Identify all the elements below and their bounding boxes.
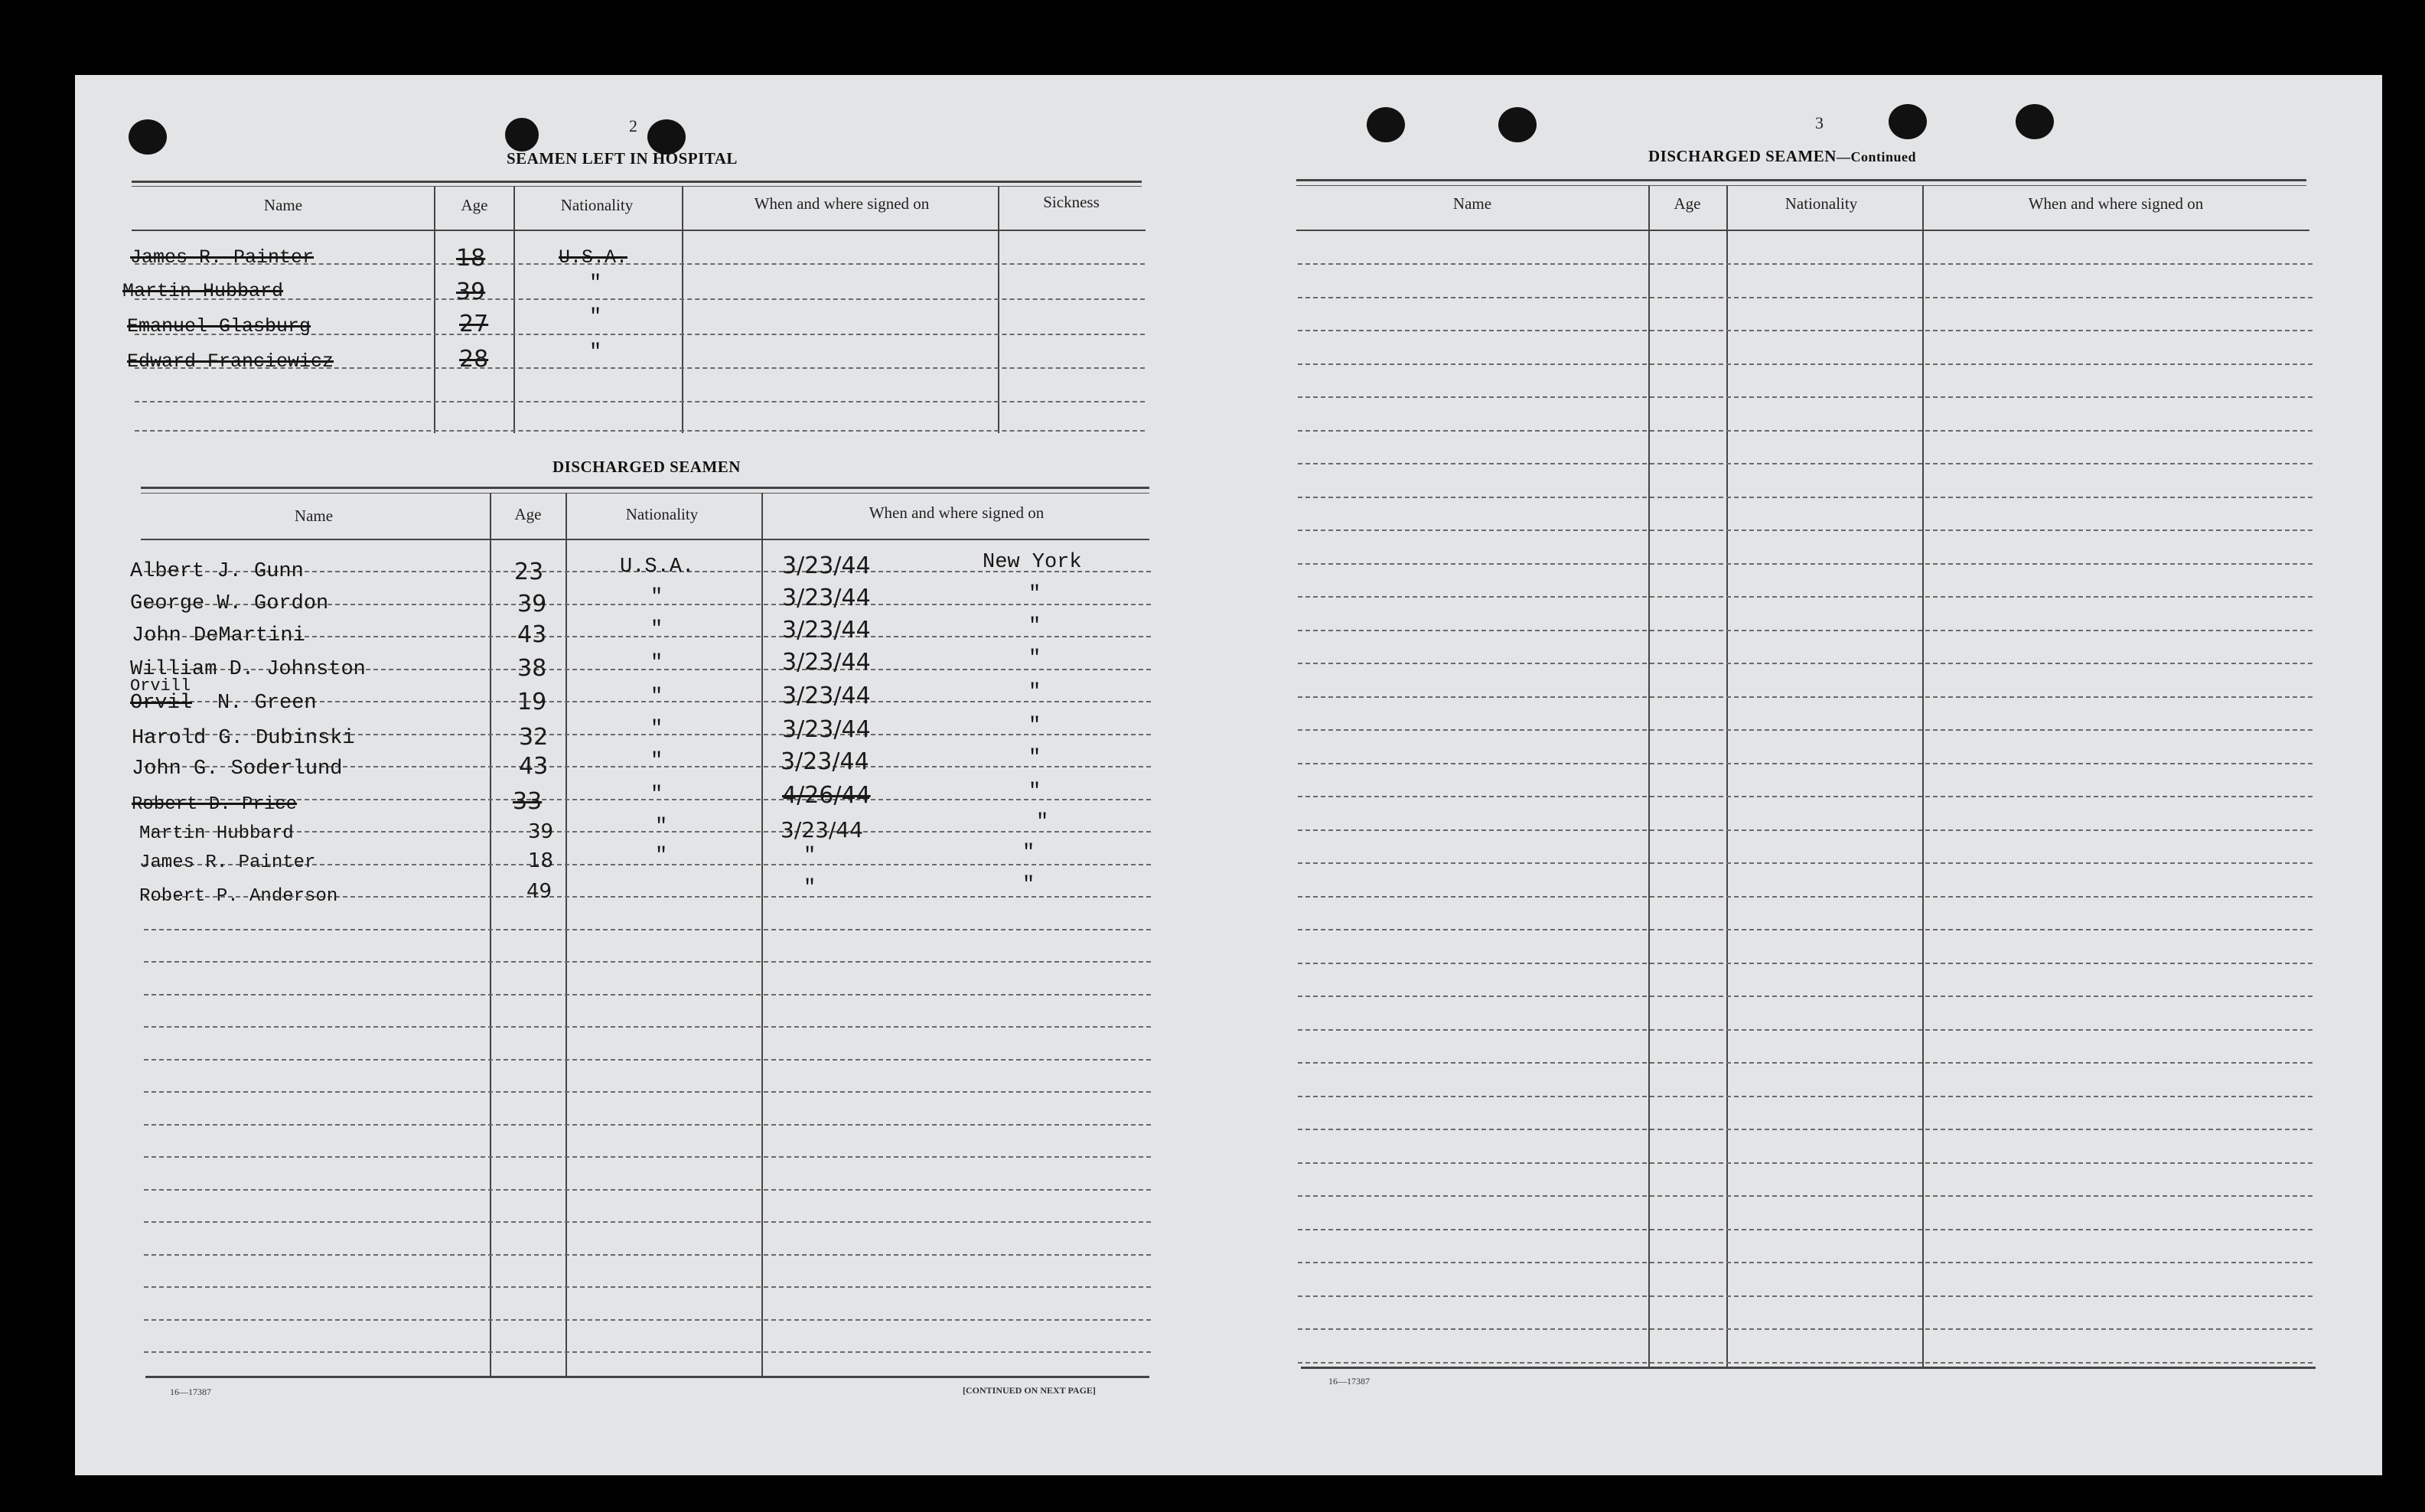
hospital-age-cell: 39 (456, 279, 486, 305)
seaman-age: 43 (519, 753, 549, 780)
seaman-nationality: " (650, 618, 663, 641)
form-number: 16—17387 (1328, 1376, 1370, 1387)
column-header-name: Name (263, 196, 303, 214)
seaman-age: 19 (517, 689, 547, 715)
row-rule (1298, 1129, 2313, 1130)
row-rule (144, 1189, 1151, 1191)
row-rule (1298, 363, 2313, 365)
table-rule (1296, 185, 2306, 186)
table-rule (132, 230, 1146, 231)
signed-on-place: " (1028, 747, 1041, 770)
column-divider (1648, 185, 1650, 1368)
column-divider (1922, 185, 1924, 1368)
row-rule (1298, 829, 2313, 831)
table-rule (132, 181, 1142, 183)
signed-on-date: 3/23/44 (781, 817, 863, 842)
column-divider (513, 186, 515, 433)
row-rule (135, 401, 1145, 402)
signed-on-place: " (1022, 842, 1035, 865)
row-rule (1298, 430, 2313, 432)
punch-hole (1498, 107, 1537, 142)
row-rule (144, 1221, 1151, 1223)
seaman-age: 23 (514, 559, 544, 585)
form-number: 16—17387 (170, 1387, 211, 1397)
seaman-name: Albert J. Gunn (130, 560, 304, 583)
page-number: 3 (1815, 113, 1824, 132)
column-header-name: Name (1452, 194, 1492, 213)
column-divider (998, 186, 999, 433)
seaman-name-correction: Orvill (130, 676, 191, 696)
row-rule (144, 961, 1151, 963)
column-divider (566, 493, 567, 1377)
seaman-name: William D. Johnston (130, 658, 366, 681)
row-rule (1298, 763, 2313, 764)
signed-on-place: " (1036, 811, 1049, 834)
row-rule (1298, 1029, 2313, 1031)
signed-on-date: 3/23/44 (782, 683, 871, 709)
row-rule (1298, 996, 2313, 997)
column-header-age: Age (1674, 194, 1701, 213)
seaman-age: 43 (517, 621, 547, 648)
signed-on-date: 3/23/44 (782, 585, 871, 611)
seaman-age: 49 (526, 880, 552, 903)
row-rule (1298, 696, 2313, 698)
column-divider (1726, 185, 1728, 1368)
hospital-age-cell: 27 (459, 311, 489, 337)
row-rule (1298, 463, 2313, 464)
row-rule (144, 1124, 1151, 1126)
punch-hole (129, 119, 167, 155)
row-rule (1298, 497, 2313, 498)
column-divider (490, 493, 491, 1377)
table-rule (141, 487, 1149, 489)
seaman-nationality: U.S.A. (620, 556, 695, 578)
signed-on-date: 3/23/44 (782, 649, 871, 676)
discharged-section-title: DISCHARGED SEAMEN (552, 458, 741, 476)
seaman-name: John G. Soderlund (132, 758, 343, 780)
row-rule (1298, 563, 2313, 565)
seaman-nationality: " (650, 718, 663, 741)
row-rule (1298, 1295, 2313, 1297)
seaman-age-struck: 33 (513, 788, 543, 815)
row-rule (144, 1026, 1151, 1028)
seaman-name: N. Green (217, 692, 317, 715)
table-rule (141, 539, 1149, 540)
table-rule (1296, 179, 2306, 181)
signed-on-place: " (1028, 715, 1041, 738)
title-suffix: —Continued (1836, 149, 1916, 165)
document-sheet (75, 75, 2382, 1475)
row-rule (1298, 330, 2313, 331)
row-rule (1298, 1195, 2313, 1197)
table-rule (132, 186, 1142, 187)
hospital-name-cell: Martin Hubbard (122, 280, 284, 302)
hospital-name-cell: Emanuel Glasburg (127, 315, 311, 337)
signed-on-place: " (1028, 647, 1041, 670)
punch-hole (1889, 104, 1927, 139)
hospital-section-title: SEAMEN LEFT IN HOSPITAL (507, 149, 738, 168)
column-header-signed-on: When and where signed on (2028, 194, 2204, 213)
column-divider (434, 186, 435, 433)
seaman-name-struck: Orvil (130, 692, 193, 715)
signed-on-place: " (1028, 583, 1041, 606)
punch-hole (505, 118, 539, 152)
row-rule (135, 430, 1145, 432)
row-rule (1298, 963, 2313, 964)
punch-hole (2016, 104, 2054, 139)
row-rule (1298, 263, 2313, 265)
seaman-name: John DeMartini (132, 624, 305, 647)
column-header-nationality: Nationality (1785, 194, 1858, 213)
row-rule (1298, 896, 2313, 898)
hospital-age-cell: 18 (456, 245, 486, 272)
row-rule (144, 1156, 1151, 1158)
signed-on-place: " (1022, 874, 1035, 897)
row-rule (1298, 729, 2313, 731)
row-rule (144, 1059, 1151, 1061)
signed-on-place: " (1028, 615, 1041, 638)
seaman-age: 39 (517, 591, 547, 618)
hospital-nationality-cell: " (589, 306, 602, 329)
hospital-name-cell: Edward Franciewicz (127, 350, 334, 373)
column-header-name: Name (294, 507, 334, 525)
signed-on-date: 3/23/44 (782, 617, 871, 644)
seaman-name: Robert P. Anderson (139, 886, 338, 907)
signed-on-place: " (1028, 780, 1041, 803)
seaman-name: Harold G. Dubinski (132, 727, 355, 750)
seaman-nationality: " (650, 586, 663, 609)
row-rule (1298, 929, 2313, 930)
row-rule (144, 831, 1151, 833)
row-rule (1298, 796, 2313, 797)
row-rule (1298, 862, 2313, 864)
page-number: 2 (629, 116, 637, 135)
row-rule (1298, 297, 2313, 298)
continued-section-title (1648, 147, 1916, 166)
hospital-nationality-cell: " (589, 341, 602, 364)
row-rule (144, 1351, 1151, 1353)
row-rule (1298, 1062, 2313, 1064)
column-header-signed-on: When and where signed on (869, 503, 1045, 522)
seaman-age: 18 (528, 849, 554, 872)
seaman-nationality: " (650, 686, 663, 709)
row-rule (144, 929, 1151, 930)
column-divider (761, 493, 763, 1377)
row-rule (1298, 1362, 2313, 1364)
row-rule (1298, 1162, 2313, 1164)
hospital-name-cell: James R. Painter (130, 246, 315, 269)
seaman-name: Martin Hubbard (139, 823, 294, 844)
row-rule (1298, 1328, 2313, 1330)
row-rule (144, 1254, 1151, 1256)
hospital-nationality-cell: U.S.A. (559, 246, 628, 269)
punch-hole (1367, 107, 1405, 142)
column-header-nationality: Nationality (560, 196, 634, 214)
hospital-age-cell: 28 (459, 346, 489, 373)
row-rule (144, 994, 1151, 996)
column-header-age: Age (514, 505, 542, 523)
row-rule (1298, 1096, 2313, 1097)
seaman-nationality: " (655, 845, 668, 868)
row-rule (1298, 596, 2313, 598)
column-header-sickness: Sickness (1043, 193, 1100, 211)
seaman-name: George W. Gordon (130, 592, 329, 615)
table-rule (141, 493, 1149, 494)
column-header-nationality: Nationality (625, 505, 699, 523)
row-rule (144, 1319, 1151, 1321)
signed-on-date: 3/23/44 (781, 748, 869, 775)
signed-on-date: 3/23/44 (782, 552, 871, 579)
seaman-nationality: " (650, 652, 663, 675)
seaman-nationality: " (650, 750, 663, 773)
signed-on-date: " (803, 845, 816, 868)
signed-on-date: 3/23/44 (782, 716, 871, 743)
signed-on-date-struck: 4/26/44 (782, 782, 871, 809)
column-header-age: Age (461, 196, 488, 214)
signed-on-place: New York (983, 551, 1082, 574)
seaman-nationality: " (655, 816, 668, 839)
title-main: DISCHARGED SEAMEN (1648, 147, 1837, 165)
table-rule (1296, 230, 2309, 231)
row-rule (1298, 530, 2313, 531)
seaman-age: 32 (519, 724, 549, 751)
signed-on-place: " (1028, 681, 1041, 704)
hospital-nationality-cell: " (589, 272, 602, 295)
continued-note: [CONTINUED ON NEXT PAGE] (963, 1385, 1096, 1396)
row-rule (1298, 1262, 2313, 1263)
seaman-age: 39 (528, 820, 554, 843)
seaman-name-struck: Robert D. Price (132, 794, 298, 815)
table-rule (145, 1376, 1149, 1378)
row-rule (1298, 663, 2313, 664)
signed-on-date: " (803, 877, 816, 900)
row-rule (144, 1091, 1151, 1093)
table-rule (1301, 1367, 2316, 1369)
seaman-nationality: " (650, 784, 663, 807)
row-rule (144, 1286, 1151, 1288)
column-divider (682, 186, 683, 433)
seaman-name: James R. Painter (139, 852, 316, 873)
seaman-age: 38 (517, 655, 547, 682)
row-rule (1298, 396, 2313, 398)
row-rule (1298, 630, 2313, 631)
row-rule (135, 298, 1145, 300)
row-rule (1298, 1229, 2313, 1230)
column-header-signed-on: When and where signed on (754, 194, 930, 213)
